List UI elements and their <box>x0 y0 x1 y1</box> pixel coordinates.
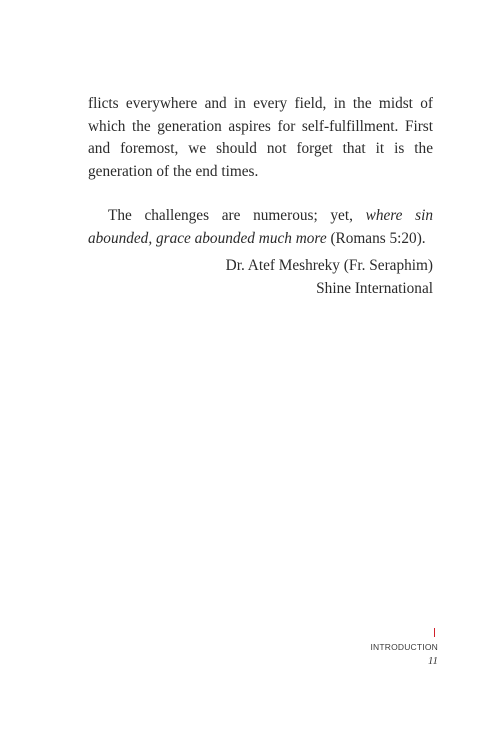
paragraph-challenges-text: The challenges are numerous; yet, <box>108 207 366 224</box>
paragraph-continuation: flicts everywhere and in every field, in the midst of which the generation aspires for self-fulfillment. First and foremost, we should not forget that it is the generation of the end times. <box>88 95 433 180</box>
scripture-reference: (Romans 5:20). <box>326 229 426 247</box>
section-label: INTRODUCTION <box>370 642 438 652</box>
author-organization: Shine International <box>316 279 433 297</box>
author-name: Dr. Atef Meshreky (Fr. Seraphim) <box>225 257 433 274</box>
signature-block <box>226 255 433 300</box>
scripture-quote: where sin abounded, grace abounded much more <box>88 207 433 247</box>
page-footer <box>370 628 438 667</box>
accent-mark <box>434 628 436 637</box>
page-number: 11 <box>427 655 438 667</box>
paragraph-challenges <box>88 205 433 250</box>
body-text <box>88 93 433 250</box>
